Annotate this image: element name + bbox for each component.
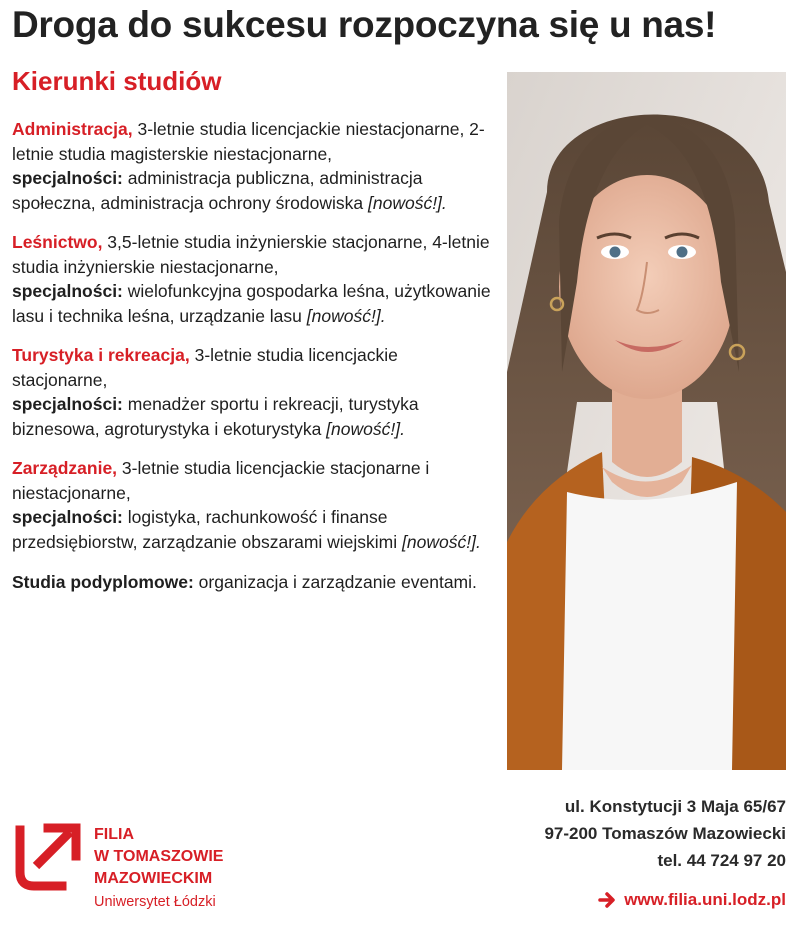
postgraduate-text: organizacja i zarządzanie eventami. bbox=[193, 572, 477, 592]
postgraduate-studies bbox=[12, 570, 498, 595]
headline: Droga do sukcesu rozpoczyna się u nas! bbox=[12, 4, 717, 45]
new-tag: [nowość!]. bbox=[306, 305, 386, 326]
program-study-modes: 3-letnie studia licencjackie stacjonarne i niestacjonarne, bbox=[12, 458, 430, 503]
logo-university: Uniwersytet Łódzki bbox=[94, 894, 216, 910]
specializations-label: specjalności: bbox=[12, 507, 123, 527]
specializations-text: wielofunkcyjna gospodarka leśna, użytkowanie lasu i technika leśna, urządzanie lasu bbox=[12, 281, 491, 326]
program-study-modes: 3-letnie studia licencjackie niestacjonarne, 2-letnie studia magisterskie niestacjonarne, bbox=[12, 119, 485, 164]
address-street: ul. Konstytucji 3 Maja 65/67 bbox=[564, 797, 786, 816]
logo-line-tomaszow: W TOMASZOWIE bbox=[94, 848, 224, 865]
program-description bbox=[12, 343, 498, 392]
logo-text bbox=[94, 824, 223, 890]
program-description bbox=[12, 117, 498, 166]
program-name: Turystyka i rekreacja, bbox=[12, 345, 190, 365]
ul-arrow-logo-icon bbox=[12, 822, 84, 894]
specializations-label: specjalności: bbox=[12, 168, 123, 188]
program-specializations bbox=[12, 166, 498, 215]
specializations-text: administracja publiczna, administracja społeczna, administracja ochrony środowiska bbox=[12, 168, 423, 213]
program-name: Zarządzanie, bbox=[12, 458, 118, 478]
programs-list bbox=[12, 117, 498, 612]
program-study-modes: 3-letnie studia licencjackie stacjonarne, bbox=[12, 345, 398, 390]
address-city: 97-200 Tomaszów Mazowiecki bbox=[544, 824, 786, 843]
program-description bbox=[12, 230, 498, 279]
section-title: Kierunki studiów bbox=[12, 66, 222, 96]
specializations-text: menadżer sportu i rekreacji, turystyka biznesowa, agroturystyka i ekoturystyka bbox=[12, 394, 419, 439]
program-description bbox=[12, 456, 498, 505]
arrow-right-icon bbox=[598, 892, 616, 908]
filia-logo bbox=[12, 822, 312, 922]
postgraduate-label: Studia podyplomowe: bbox=[12, 572, 194, 592]
program-zarzadzanie bbox=[12, 456, 498, 554]
program-study-modes: 3,5-letnie studia inżynierskie stacjonarne, 4-letnie studia inżynierskie niestacjonarne, bbox=[12, 232, 490, 277]
program-name: Administracja, bbox=[12, 119, 133, 139]
website-link[interactable] bbox=[598, 890, 786, 910]
program-administracja bbox=[12, 117, 498, 215]
student-photo bbox=[507, 72, 786, 770]
program-turystyka bbox=[12, 343, 498, 441]
program-specializations bbox=[12, 392, 498, 441]
logo-line-filia: FILIA bbox=[94, 826, 134, 843]
contact-address bbox=[544, 793, 786, 874]
program-lesnictwo bbox=[12, 230, 498, 328]
website-url[interactable]: www.filia.uni.lodz.pl bbox=[624, 890, 786, 909]
program-specializations bbox=[12, 505, 498, 554]
specializations-label: specjalności: bbox=[12, 281, 123, 301]
specializations-label: specjalności: bbox=[12, 394, 123, 414]
specializations-text: logistyka, rachunkowość i finanse przedsiębiorstw, zarządzanie obszarami wiejskimi bbox=[12, 507, 403, 552]
logo-line-mazowieckim: MAZOWIECKIM bbox=[94, 870, 213, 887]
new-tag: [nowość!]. bbox=[326, 418, 405, 439]
program-name: Leśnictwo, bbox=[12, 232, 103, 252]
new-tag: [nowość!]. bbox=[368, 192, 447, 213]
address-phone[interactable]: tel. 44 724 97 20 bbox=[657, 851, 786, 870]
new-tag: [nowość!]. bbox=[402, 531, 481, 552]
program-specializations bbox=[12, 279, 498, 328]
